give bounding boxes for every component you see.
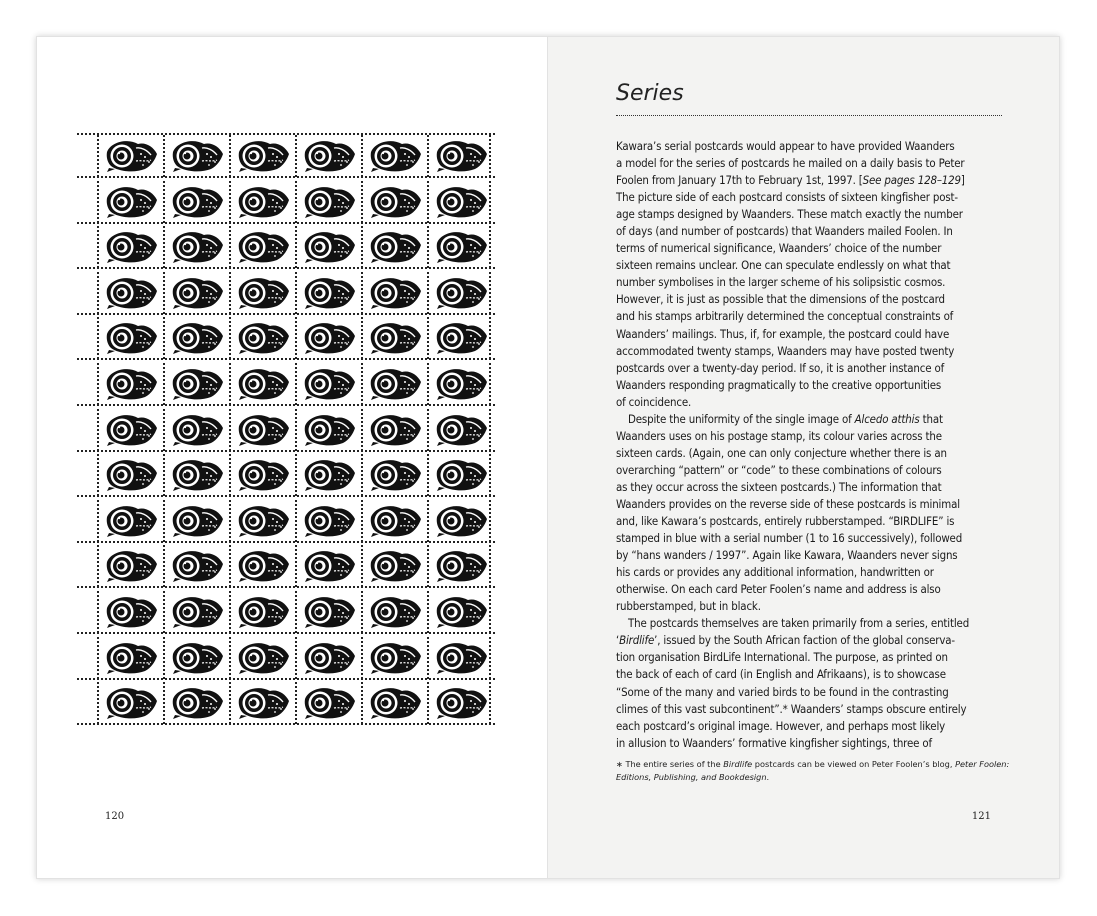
kingfisher-stamp-icon: [295, 226, 359, 268]
text-line: rubberstamped, but in black.: [616, 599, 761, 614]
text-line: The postcards themselves are taken primarily from a series, entitled: [628, 616, 970, 631]
text-line: overarching “pattern” or “code” to these combinations of colours: [616, 462, 942, 477]
sheet-margin: [77, 409, 97, 451]
kingfisher-stamp-icon: [97, 272, 161, 314]
kingfisher-stamp-icon: [229, 545, 293, 587]
kingfisher-stamp-icon: [97, 454, 161, 496]
kingfisher-stamp-icon: [97, 363, 161, 405]
kingfisher-stamp-icon: [229, 317, 293, 359]
stamp-row: [77, 543, 495, 588]
sheet-margin: [77, 181, 97, 223]
kingfisher-stamp-icon: [163, 181, 227, 223]
kingfisher-stamp-icon: [163, 591, 227, 633]
kingfisher-stamp-icon: [229, 363, 293, 405]
kingfisher-stamp-icon: [361, 591, 425, 633]
kingfisher-stamp-icon: [295, 500, 359, 542]
kingfisher-stamp-icon: [295, 545, 359, 587]
kingfisher-stamp-icon: [361, 637, 425, 679]
book-spread: [36, 36, 1060, 879]
kingfisher-stamp-icon: [97, 181, 161, 223]
kingfisher-stamp-icon: [229, 135, 293, 177]
kingfisher-stamp-icon: [427, 454, 491, 496]
kingfisher-stamp-icon: [427, 500, 491, 542]
text-line: ∗ The entire series of the Birdlife postcards can be viewed on Peter Foolen’s blog, Peter Foolen:: [616, 759, 1010, 769]
kingfisher-stamp-icon: [229, 181, 293, 223]
kingfisher-stamp-icon: [229, 637, 293, 679]
text-line: Waanders’ mailings. Thus, if, for example, the postcard could have: [616, 326, 950, 341]
text-line: postcards over a twenty-day period. If so, it is another instance of: [616, 360, 945, 375]
text-line: as they occur across the sixteen postcards.) The information that: [616, 479, 942, 494]
text-line: otherwise. On each card Peter Foolen’s name and address is also: [616, 582, 941, 597]
kingfisher-stamp-icon: [295, 637, 359, 679]
stamp-row: [77, 270, 495, 315]
kingfisher-stamp-icon: [361, 135, 425, 177]
sheet-margin: [77, 454, 97, 496]
text-line: stamped in blue with a serial number (1 to 16 successively), followed: [616, 531, 963, 546]
kingfisher-stamp-icon: [97, 500, 161, 542]
text-line: However, it is just as possible that the dimensions of the postcard: [616, 292, 945, 307]
sheet-margin: [77, 317, 97, 359]
right-page: [548, 36, 1060, 879]
kingfisher-stamp-icon: [427, 135, 491, 177]
text-line: Foolen from January 17th to February 1st, 1997. [See pages 128–129]: [616, 173, 965, 188]
heading-dotted-rule: [616, 115, 1002, 116]
kingfisher-stamp-icon: [361, 272, 425, 314]
kingfisher-stamp-icon: [295, 272, 359, 314]
sheet-margin: [77, 591, 97, 633]
text-line: Despite the uniformity of the single image of Alcedo atthis that: [628, 411, 943, 426]
kingfisher-stamp-icon: [427, 317, 491, 359]
kingfisher-stamp-icon: [427, 226, 491, 268]
text-line: ‘Birdlife’, issued by the South African faction of the global conserva-: [616, 633, 955, 648]
kingfisher-stamp-icon: [229, 500, 293, 542]
kingfisher-stamp-icon: [97, 591, 161, 633]
kingfisher-stamp-icon: [97, 226, 161, 268]
sheet-margin: [77, 363, 97, 405]
kingfisher-stamp-icon: [229, 591, 293, 633]
stamp-row: [77, 361, 495, 406]
text-line: a model for the series of postcards he mailed on a daily basis to Peter: [616, 156, 965, 171]
kingfisher-stamp-icon: [229, 409, 293, 451]
text-line: age stamps designed by Waanders. These match exactly the number: [616, 207, 963, 222]
kingfisher-stamp-icon: [295, 409, 359, 451]
text-line: climes of this vast subcontinent”.* Waanders’ stamps obscure entirely: [616, 701, 967, 716]
text-line: Waanders responding pragmatically to the creative opportunities: [616, 377, 942, 392]
stamp-row: [77, 452, 495, 497]
stamp-sheet: [77, 133, 495, 728]
kingfisher-stamp-icon: [295, 454, 359, 496]
section-heading: Series: [616, 81, 684, 106]
stamp-row: [77, 133, 495, 178]
text-line: his cards or provides any additional information, handwritten or: [616, 565, 934, 580]
stamp-row: [77, 407, 495, 452]
footnote: [616, 758, 1010, 783]
stamp-row: [77, 635, 495, 680]
text-line: each postcard’s original image. However, and perhaps most likely: [616, 718, 946, 733]
kingfisher-stamp-icon: [361, 226, 425, 268]
kingfisher-stamp-icon: [361, 545, 425, 587]
stamp-row: [77, 498, 495, 543]
kingfisher-stamp-icon: [427, 637, 491, 679]
kingfisher-stamp-icon: [229, 682, 293, 724]
kingfisher-stamp-icon: [295, 135, 359, 177]
text-line: Editions, Publishing, and Bookdesign.: [616, 771, 770, 782]
kingfisher-stamp-icon: [163, 272, 227, 314]
text-line: the back of each of card (in English and Afrikaans), is to showcase: [616, 667, 946, 682]
kingfisher-stamp-icon: [97, 317, 161, 359]
kingfisher-stamp-icon: [427, 591, 491, 633]
kingfisher-stamp-icon: [229, 226, 293, 268]
text-line: by “hans wanders / 1997”. Again like Kawara, Waanders never signs: [616, 548, 958, 563]
kingfisher-stamp-icon: [295, 317, 359, 359]
text-line: sixteen remains unclear. One can speculate endlessly on what that: [616, 258, 951, 273]
kingfisher-stamp-icon: [427, 682, 491, 724]
kingfisher-stamp-icon: [163, 500, 227, 542]
kingfisher-stamp-icon: [163, 226, 227, 268]
kingfisher-stamp-icon: [97, 135, 161, 177]
stamp-row: [77, 224, 495, 269]
kingfisher-stamp-icon: [97, 545, 161, 587]
kingfisher-stamp-icon: [361, 363, 425, 405]
paragraph-2: [616, 411, 1002, 616]
kingfisher-stamp-icon: [361, 682, 425, 724]
stamp-row: [77, 680, 495, 725]
kingfisher-stamp-icon: [427, 363, 491, 405]
kingfisher-stamp-icon: [97, 682, 161, 724]
text-line: “Some of the many and varied birds to be found in the contrasting: [616, 684, 949, 699]
sheet-margin: [77, 545, 97, 587]
kingfisher-stamp-icon: [163, 637, 227, 679]
sheet-margin: [77, 637, 97, 679]
kingfisher-stamp-icon: [97, 637, 161, 679]
stamp-row: [77, 315, 495, 360]
kingfisher-stamp-icon: [163, 545, 227, 587]
text-line: The picture side of each postcard consists of sixteen kingfisher post-: [616, 190, 958, 205]
kingfisher-stamp-icon: [229, 272, 293, 314]
text-line: number symbolises in the larger scheme of his solipsistic cosmos.: [616, 275, 946, 290]
text-line: accommodated twenty stamps, Waanders may have posted twenty: [616, 343, 955, 358]
text-line: and, like Kawara’s postcards, entirely rubberstamped. “BIRDLIFE” is: [616, 514, 955, 529]
text-line: Waanders provides on the reverse side of these postcards is minimal: [616, 496, 960, 511]
text-line: terms of numerical significance, Waanders’ choice of the number: [616, 241, 942, 256]
kingfisher-stamp-icon: [163, 135, 227, 177]
kingfisher-stamp-icon: [427, 272, 491, 314]
sheet-margin: [77, 272, 97, 314]
kingfisher-stamp-icon: [295, 682, 359, 724]
kingfisher-stamp-icon: [163, 363, 227, 405]
kingfisher-stamp-icon: [427, 181, 491, 223]
sheet-margin: [77, 682, 97, 724]
text-line: and his stamps arbitrarily determined the conceptual constraints of: [616, 309, 954, 324]
kingfisher-stamp-icon: [163, 454, 227, 496]
left-page: [36, 36, 548, 879]
kingfisher-stamp-icon: [295, 181, 359, 223]
kingfisher-stamp-icon: [361, 500, 425, 542]
kingfisher-stamp-icon: [361, 409, 425, 451]
text-line: sixteen cards. (Again, one can only conjecture whether there is an: [616, 445, 947, 460]
kingfisher-stamp-icon: [229, 454, 293, 496]
kingfisher-stamp-icon: [361, 317, 425, 359]
text-line: of days (and number of postcards) that Waanders mailed Foolen. In: [616, 224, 953, 239]
stamp-row: [77, 179, 495, 224]
kingfisher-stamp-icon: [427, 545, 491, 587]
kingfisher-stamp-icon: [163, 682, 227, 724]
sheet-margin: [77, 135, 97, 177]
text-line: Waanders uses on his postage stamp, its colour varies across the: [616, 428, 942, 443]
text-line: Kawara’s serial postcards would appear to have provided Waanders: [616, 139, 955, 153]
kingfisher-stamp-icon: [295, 591, 359, 633]
text-line: tion organisation BirdLife International. The purpose, as printed on: [616, 650, 948, 665]
page-number-right: 121: [971, 811, 991, 822]
paragraph-3: [616, 615, 1002, 751]
kingfisher-stamp-icon: [163, 409, 227, 451]
kingfisher-stamp-icon: [163, 317, 227, 359]
kingfisher-stamp-icon: [361, 454, 425, 496]
kingfisher-stamp-icon: [427, 409, 491, 451]
sheet-margin: [77, 226, 97, 268]
kingfisher-stamp-icon: [97, 409, 161, 451]
paragraph-1: [616, 138, 1002, 411]
sheet-margin: [77, 500, 97, 542]
text-line: in allusion to Waanders’ formative kingfisher sightings, three of: [616, 735, 932, 750]
body-text: [616, 138, 1002, 752]
page-number-left: 120: [105, 811, 125, 822]
kingfisher-stamp-icon: [295, 363, 359, 405]
kingfisher-stamp-icon: [361, 181, 425, 223]
stamp-row: [77, 589, 495, 634]
text-line: of coincidence.: [616, 394, 692, 409]
